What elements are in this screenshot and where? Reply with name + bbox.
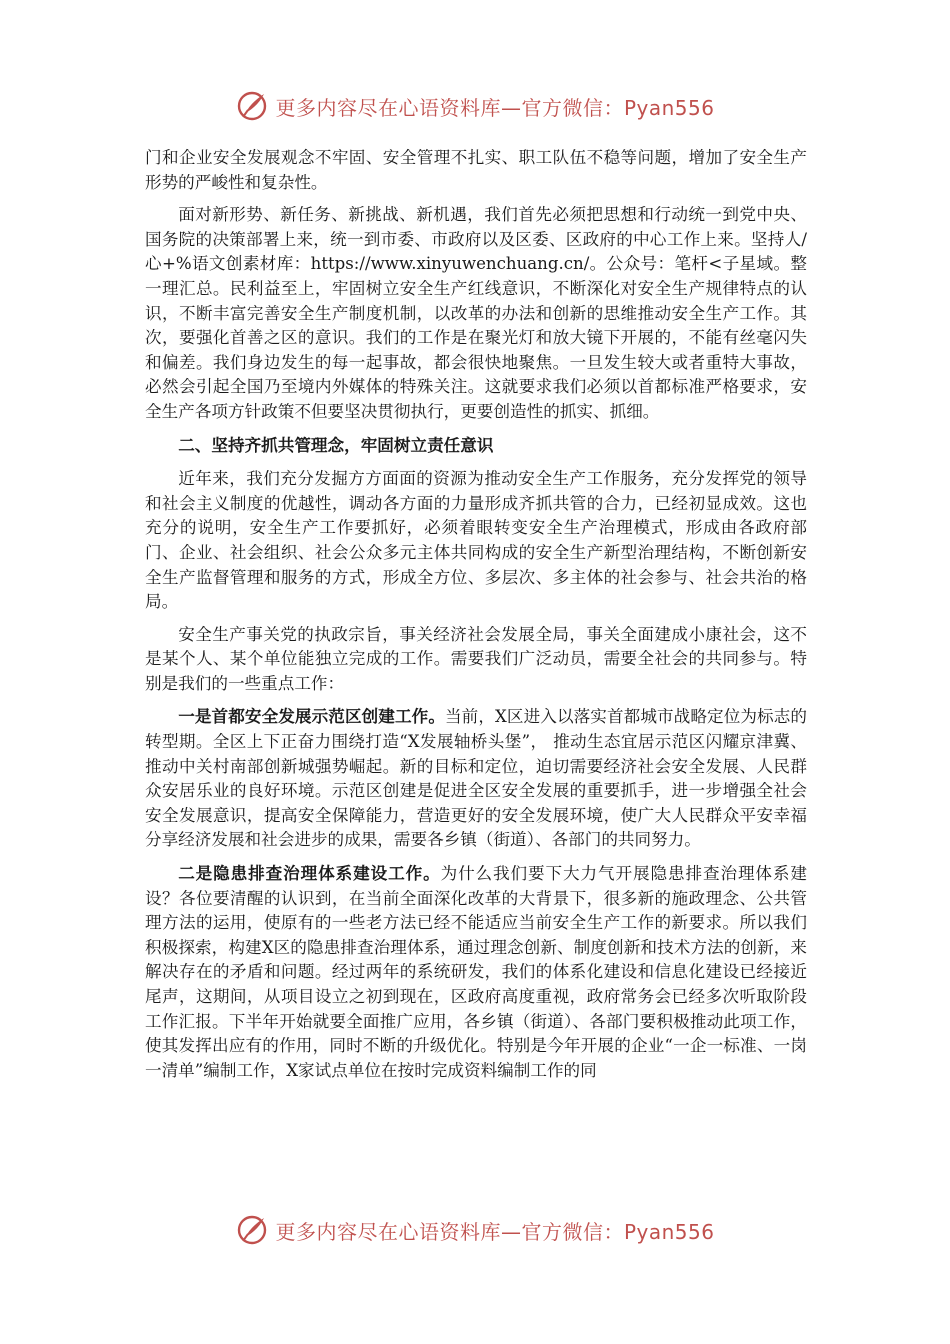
paragraph-lead: 二是隐患排查治理体系建设工作。 bbox=[178, 863, 441, 884]
paragraph: 安全生产事关党的执政宗旨，事关经济社会发展全局，事关全面建成小康社会，这不是某个人、某个单位能独立完成的工作。需要我们广泛动员，需要全社会的共同参与。特别是我们的一些重点工作： bbox=[145, 624, 807, 693]
quill-logo-icon bbox=[235, 89, 269, 123]
paragraph: 面对新形势、新任务、新挑战、新机遇，我们首先必须把思想和行动统一到党中央、国务院的决策部署上来，统一到市委、市政府以及区委、区政府的中心工作上来。坚持人/心+%语文创素材库：https://www.xinyuwenchuang.cn/。公众号：笔杆<子星域。整一理汇总。民利益至上，牢固树立安全生产红线意识，不断深化对安全生产规律特点的认识，不断丰富完善安全生产制度机制，以改革的办法和创新的思维推动安全生产工作。其次，要强化首善之区的意识。我们的工作是在聚光灯和放大镜下开展的，不能有丝毫闪失和偏差。我们身边发生的每一起事故，都会很快地聚焦。一旦发生较大或者重特大事故，必然会引起全国乃至境内外媒体的特殊关注。这就要求我们必须以首都标准严格要求，安全生产各项方针政策不但要坚决贯彻执行，更要创造性的抓实、抓细。 bbox=[145, 205, 807, 421]
footer-banner bbox=[0, 1210, 950, 1250]
header-banner-text: 更多内容尽在心语资料库—官方微信：Pyan556 bbox=[275, 95, 715, 120]
paragraph-lead: 一是首都安全发展示范区创建工作。 bbox=[178, 706, 445, 727]
paragraph bbox=[145, 704, 807, 853]
paragraph-body: 为什么我们要下大力气开展隐患排查治理体系建设？各位要清醒的认识到，在当前全面深化改革的大背景下，很多新的施政理念、公共管理方法的运用，使原有的一些老方法已经不能适应当前安全生产工作的新要求。所以我们积极探索，构建X区的隐患排查治理体系，通过理念创新、制度创新和技术方法的创新，来解决存在的矛盾和问题。经过两年的系统研发，我们的体系化建设和信息化建设已经接近尾声，这期间，从项目设立之初到现在，区政府高度重视，政府常务会已经多次听取阶段工作汇报。下半年开始就要全面推广应用，各乡镇（街道）、各部门要积极推动此项工作，使其发挥出应有的作用，同时不断的升级优化。特别是今年开展的企业“一企一标准、一岗一清单”编制工作，X家试点单位在按时完成资料编制工作的同 bbox=[145, 864, 808, 1080]
paragraph bbox=[145, 861, 807, 1083]
quill-logo-icon bbox=[235, 1213, 269, 1247]
paragraph-body: 当前，X区进入以落实首都城市战略定位为标志的转型期。全区上下正奋力围绕打造“X发展轴桥头堡”， 推动生态宜居示范区闪耀京津冀、推动中关村南部创新城强势崛起。新的目标和定位，迫切需要经济社会安全发展、人民群众安居乐业的良好环境。示范区创建是促进全区安全发展的重要抓手，进一步增强全社会安全发展意识，提高安全保障能力，营造更好的安全发展环境，使广大人民群众平安幸福分享经济发展和社会进步的成果，需要各乡镇（街道）、各部门的共同努力。 bbox=[145, 707, 808, 850]
document-body bbox=[145, 146, 807, 1091]
paragraph: 近年来，我们充分发掘方方面面的资源为推动安全生产工作服务，充分发挥党的领导和社会主义制度的优越性，调动各方面的力量形成齐抓共管的合力，已经初显成效。这也充分的说明，安全生产工作要抓好，必须着眼转变安全生产治理模式，形成由各政府部门、企业、社会组织、社会公众多元主体共同构成的安全生产新型治理结构，不断创新安全生产监督管理和服务的方式，形成全方位、多层次、多主体的社会参与、社会共治的格局。 bbox=[145, 469, 807, 612]
footer-banner-text: 更多内容尽在心语资料库—官方微信：Pyan556 bbox=[275, 1219, 715, 1244]
header-banner bbox=[0, 86, 950, 126]
section-heading: 二、坚持齐抓共管理念，牢固树立责任意识 bbox=[178, 434, 494, 455]
paragraph: 门和企业安全发展观念不牢固、安全管理不扎实、职工队伍不稳等问题，增加了安全生产形势的严峻性和复杂性。 bbox=[145, 148, 807, 192]
